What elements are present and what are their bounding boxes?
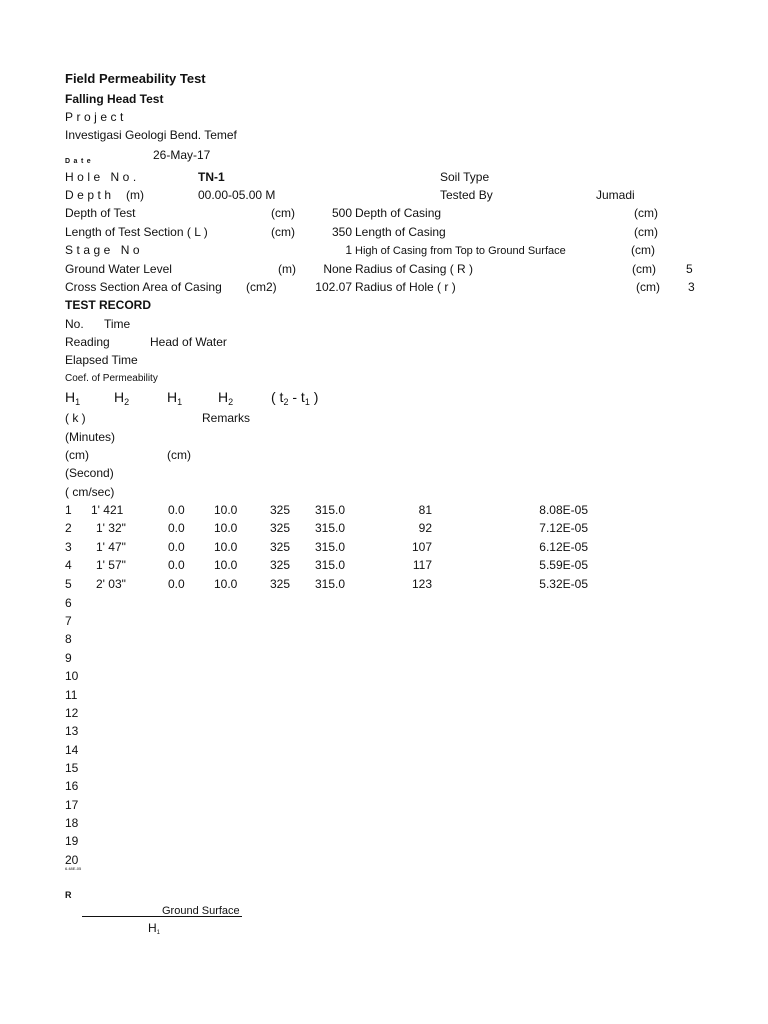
row-elapsed: 117 — [412, 558, 432, 572]
length-test-section-unit: (cm) — [271, 225, 295, 239]
row-h1: 0.0 — [168, 577, 185, 591]
radius-casing-unit: (cm) — [632, 262, 656, 276]
length-of-casing-unit: (cm) — [634, 225, 658, 239]
col-h2-small-label: $H_2$ — [114, 389, 130, 407]
depth-unit: (m) — [126, 188, 144, 202]
ground-surface-label: Ground Surface — [162, 905, 240, 917]
row-head-h2: 315.0 — [315, 540, 346, 554]
soil-type-label: Soil Type — [440, 170, 490, 184]
radius-casing-label: Radius of Casing ( R ) — [355, 262, 474, 276]
row-elapsed: 123 — [411, 577, 432, 591]
row-no: 4 — [65, 558, 72, 572]
col-minutes-label: (Minutes) — [65, 430, 116, 444]
stage-no-value: 1 — [345, 243, 352, 257]
row-h2: 10.0 — [214, 540, 238, 554]
row-elapsed: 81 — [418, 503, 432, 517]
cross-section-area-value: 102.07 — [315, 280, 352, 294]
depth-of-casing-label: Depth of Casing — [355, 206, 442, 220]
radius-hole-value: 3 — [688, 280, 695, 294]
r-label: R — [65, 890, 72, 900]
empty-row-number: 9 — [65, 651, 72, 665]
empty-row-number: 15 — [65, 761, 79, 775]
h1-marker-label: $H_1$ — [148, 921, 161, 936]
col-reading-label: Reading — [65, 335, 110, 349]
empty-row-number: 19 — [65, 834, 79, 848]
date-label: Date — [65, 158, 95, 165]
depth-of-test-unit: (cm) — [271, 206, 295, 220]
cross-section-area-label: Cross Section Area of Casing — [65, 280, 222, 294]
date-value: 26-May-17 — [153, 148, 211, 162]
tested-by-value: Jumadi — [596, 188, 635, 202]
empty-row-number: 10 — [65, 669, 79, 683]
empty-row-number: 12 — [65, 706, 79, 720]
row-no: 3 — [65, 540, 72, 554]
row-head-h1: 325 — [270, 540, 291, 554]
row-elapsed: 107 — [411, 540, 432, 554]
col-time-label: Time — [104, 317, 131, 331]
test-record-heading: TEST RECORD — [65, 298, 152, 312]
empty-row-number: 8 — [65, 632, 72, 646]
row-h2: 10.0 — [214, 521, 238, 535]
stage-no-label: Stage No — [65, 243, 144, 257]
row-head-h1: 325 — [270, 558, 291, 572]
row-time: 1' 32" — [96, 521, 126, 535]
project-name: Investigasi Geologi Bend. Temef — [65, 128, 237, 142]
row-time: 1' 421 — [91, 503, 124, 517]
row-head-h2: 315.0 — [315, 558, 346, 572]
row-k: 5.32E-05 — [539, 577, 588, 591]
empty-row-number: 13 — [65, 724, 79, 738]
row-elapsed: 92 — [418, 521, 432, 535]
col-h2-large-label: $H_2$ — [218, 389, 234, 407]
row-time: 2' 03" — [96, 577, 126, 591]
depth-of-casing-unit: (cm) — [634, 206, 658, 220]
row-h1: 0.0 — [168, 540, 185, 554]
row-k: 6.12E-05 — [539, 540, 588, 554]
ground-water-level-label: Ground Water Level — [65, 262, 172, 276]
row-head-h2: 315.0 — [315, 521, 346, 535]
ground-water-level-unit: (m) — [278, 262, 296, 276]
empty-row-number: 18 — [65, 816, 79, 830]
row-head-h2: 315.0 — [315, 503, 346, 517]
row-time: 1' 47" — [96, 540, 126, 554]
row-k: 7.12E-05 — [539, 521, 588, 535]
row-no: 1 — [65, 503, 72, 517]
radius-hole-unit: (cm) — [636, 280, 660, 294]
radius-casing-value: 5 — [686, 262, 693, 276]
col-h1-small-label: $H_1$ — [65, 389, 81, 407]
row-head-h1: 325 — [270, 503, 291, 517]
empty-row-number: 17 — [65, 798, 79, 812]
col-cmsec-label: ( cm/sec) — [65, 485, 115, 499]
project-label: Project — [65, 110, 127, 124]
row-h1: 0.0 — [168, 558, 185, 572]
empty-row-number: 6 — [65, 596, 72, 610]
empty-row-number: 7 — [65, 614, 72, 628]
hole-label: Hole No. — [65, 170, 140, 184]
row-k: 8.08E-05 — [539, 503, 588, 517]
col-no-label: No. — [65, 317, 84, 331]
col-remarks-label: Remarks — [202, 411, 251, 425]
length-test-section-label: Length of Test Section ( L ) — [65, 225, 208, 239]
radius-hole-label: Radius of Hole ( r ) — [355, 280, 456, 294]
high-of-casing-unit: (cm) — [631, 243, 655, 257]
depth-label: Depth — [65, 188, 115, 202]
row-no: 2 — [65, 521, 72, 535]
row-time: 1' 57" — [96, 558, 126, 572]
row-head-h1: 325 — [270, 577, 291, 591]
col-coef-permeability-label: Coef. of Permeability — [65, 373, 158, 384]
empty-row-number: 11 — [65, 688, 78, 702]
row-head-h2: 315.0 — [315, 577, 346, 591]
row-h2: 10.0 — [214, 503, 238, 517]
hole-value: TN-1 — [198, 170, 225, 184]
cross-section-area-unit: (cm2) — [246, 280, 277, 294]
col-cm-label-1: (cm) — [65, 448, 89, 462]
page-title: Field Permeability Test — [65, 71, 206, 86]
empty-row-number: 14 — [65, 743, 79, 757]
tested-by-label: Tested By — [440, 188, 493, 202]
col-delta-t-label: ( $t_2 - t_1$ ) — [271, 389, 319, 407]
col-elapsed-time-label: Elapsed Time — [65, 353, 138, 367]
empty-row-number: 20 — [65, 853, 79, 867]
col-cm-label-2: (cm) — [167, 448, 191, 462]
row-no: 5 — [65, 577, 72, 591]
row-h2: 10.0 — [214, 558, 238, 572]
row-head-h1: 325 — [270, 521, 291, 535]
length-of-casing-label: Length of Casing — [355, 225, 446, 239]
depth-of-test-value: 500 — [331, 206, 352, 220]
col-second-label: (Second) — [65, 466, 114, 480]
col-head-of-water-label: Head of Water — [150, 335, 227, 349]
page-subtitle: Falling Head Test — [65, 92, 164, 106]
depth-of-test-label: Depth of Test — [65, 206, 136, 220]
high-of-casing-label: High of Casing from Top to Ground Surface — [355, 245, 566, 257]
depth-value: 00.00-05.00 M — [198, 188, 276, 202]
row-h1: 0.0 — [168, 521, 185, 535]
length-test-section-value: 350 — [331, 225, 352, 239]
col-h1-large-label: $H_1$ — [167, 389, 183, 407]
row-k: 5.59E-05 — [539, 558, 588, 572]
tiny-note: 6.48E-05 — [65, 866, 82, 871]
col-k-label: ( k ) — [65, 411, 86, 425]
row-h2: 10.0 — [214, 577, 238, 591]
ground-water-level-value: None — [323, 262, 352, 276]
row-h1: 0.0 — [168, 503, 185, 517]
empty-row-number: 16 — [65, 779, 79, 793]
